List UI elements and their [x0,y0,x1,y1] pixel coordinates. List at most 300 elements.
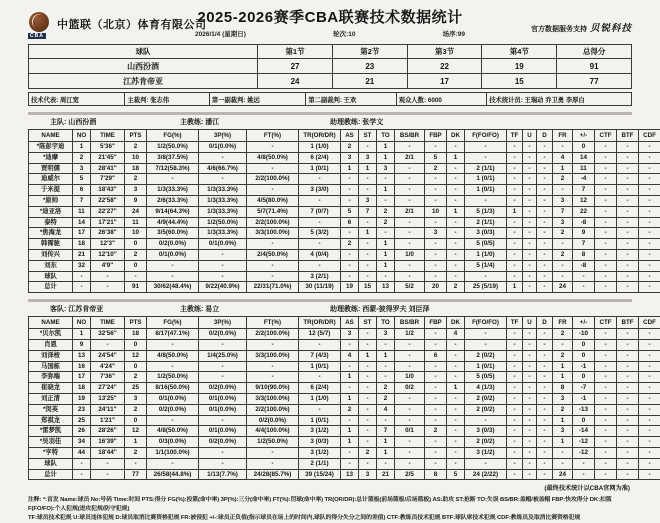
stat-cell: - [595,372,617,383]
player-name: *雷梦凯 [29,426,73,437]
stat-cell: 1 (1/0) [299,393,341,404]
stat-cell: - [595,350,617,361]
stat-cell: - [595,383,617,394]
stat-cell: - [523,458,537,469]
stat-cell: - [617,393,639,404]
player-name: 韩霈驰 [29,239,73,250]
stat-cell: 3 [341,152,359,163]
team-row [29,271,660,282]
stat-cell: - [507,458,523,469]
stat-column-header: CTF [595,317,617,329]
stat-cell: 22'58" [91,195,125,206]
stat-cell: 1/2(50.0%) [247,437,299,448]
player-row [29,437,660,448]
team-section-header [28,115,632,129]
stat-cell: - [617,185,639,196]
stat-cell: - [523,217,537,228]
stat-cell: - [425,404,447,415]
stat-cell: - [199,458,247,469]
stat-cell: 2 [125,142,147,153]
stat-cell: 1 (1/0) [465,249,507,260]
stat-cell: 2/5 [395,469,425,480]
stat-cell: 2 [553,174,573,185]
stat-cell: - [447,260,465,271]
stat-cell: - [639,185,660,196]
stat-cell: 1 [553,163,573,174]
stat-cell: 1 [377,350,395,361]
stat-cell: - [147,174,199,185]
totals-row [29,282,660,293]
stat-cell: - [199,415,247,426]
stat-cell: - [523,361,537,372]
stat-cell: - [507,174,523,185]
stat-cell: 1/0 [395,249,425,260]
stat-cell: - [341,228,359,239]
stat-column-header: TR(OR/DR) [299,317,341,329]
quarter-score: 24 [258,74,333,89]
stat-cell: 11 [125,217,147,228]
stat-cell: - [595,361,617,372]
stat-cell: - [425,185,447,196]
stat-cell: 12'10" [91,249,125,260]
stat-cell: 10 [125,152,147,163]
stat-cell: 10 [425,206,447,217]
stat-cell: - [617,152,639,163]
stat-cell: - [537,393,553,404]
stat-cell: 7 [573,239,595,250]
stat-cell: 1 [359,228,377,239]
stat-column-header: FT(%) [247,317,299,329]
team-label: 客队: 江苏肯帝亚 [50,304,180,314]
player-name: 刘泽桉 [29,350,73,361]
basketball-icon [29,12,49,32]
player-name: *原帅 [29,195,73,206]
game-sequence: 场序:99 [443,29,465,38]
stat-cell: - [639,249,660,260]
stat-cell: 7'29" [91,174,125,185]
stat-cell: - [91,339,125,350]
stat-cell: - [447,271,465,282]
stat-cell: - [523,152,537,163]
stat-cell: - [341,271,359,282]
stat-cell: 3 (0/3) [299,437,341,448]
stat-cell: - [395,361,425,372]
stat-cell: - [341,383,359,394]
stat-cell: 32'56" [91,329,125,340]
player-name: *陈彭宇迪 [29,142,73,153]
stat-cell: - [359,415,377,426]
stat-cell: 25 [73,415,91,426]
stat-cell: - [341,361,359,372]
official-item: 技术代表: 周江宽 [29,93,125,106]
stat-cell: - [523,249,537,260]
stat-cell: 25 (5/19) [465,282,507,293]
stat-cell: 5 (0/5) [465,239,507,250]
stat-cell: - [465,458,507,469]
stat-cell: 2/2(100.0%) [247,174,299,185]
stat-cell: - [617,271,639,282]
stat-cell: - [523,404,537,415]
stat-column-header: D [537,317,553,329]
stat-cell: 0/2 [395,383,425,394]
stat-cell: - [537,271,553,282]
stat-cell: - [447,174,465,185]
stat-cell: - [341,174,359,185]
stat-cell: - [359,383,377,394]
stat-column-header: NAME [29,317,73,329]
stat-cell: - [199,447,247,458]
stat-cell: - [537,185,553,196]
stat-cell: - [359,260,377,271]
stat-cell: 1 [341,426,359,437]
stat-cell: 1 (1/0) [299,142,341,153]
stat-cell: 0/2(0.0%) [199,329,247,340]
stat-cell: - [395,404,425,415]
stat-cell: 0/2(0.0%) [147,239,199,250]
stat-cell: - [537,383,553,394]
stat-cell: - [199,339,247,350]
stat-cell: - [537,217,553,228]
stat-cell: - [359,142,377,153]
stat-cell: 1/3(33.3%) [147,185,199,196]
stat-cell: - [553,458,573,469]
stat-cell: 8/16(50.0%) [147,383,199,394]
stat-cell: - [425,239,447,250]
official-item: 技术统计员: 王瑞动 乔卫勇 李厚白 [487,93,632,106]
player-row [29,426,660,437]
stat-cell: - [199,174,247,185]
stat-column-header: F(FO/FO) [465,130,507,142]
stat-cell: 6 (2/4) [299,152,341,163]
stat-column-header: FG(%) [147,130,199,142]
stat-cell: - [465,152,507,163]
stat-cell: 44 [73,447,91,458]
stat-cell: -8 [573,217,595,228]
support-label: 官方数据服务支持 [531,24,587,34]
stat-cell: - [359,249,377,260]
stat-cell: - [617,228,639,239]
stat-cell: - [395,447,425,458]
stat-cell: - [395,195,425,206]
stat-cell: 7 [377,426,395,437]
stat-cell: 2 [125,249,147,260]
stat-cell: - [125,271,147,282]
stat-cell: - [377,415,395,426]
quarter-score: 23 [332,59,407,74]
stat-cell: - [465,339,507,350]
stat-cell: 2 [125,447,147,458]
stat-cell: 2 [341,404,359,415]
stat-cell: - [507,163,523,174]
stat-cell: 11 [573,163,595,174]
stat-cell: 2 [553,228,573,239]
totals-row [29,469,660,480]
player-name: 崔晓龙 [29,383,73,394]
score-column-header: 球队 [29,45,258,59]
stat-cell: 1/0 [395,372,425,383]
stat-cell: - [553,339,573,350]
stat-cell: - [639,469,660,480]
player-row [29,404,660,415]
stat-cell: 2 [425,163,447,174]
stat-cell: - [617,282,639,293]
stat-cell: - [91,282,125,293]
stat-cell: - [247,372,299,383]
stat-cell: 5 [447,469,465,480]
stat-cell: 20 [425,282,447,293]
player-name: 总计 [29,282,73,293]
stat-column-header: FT(%) [247,130,299,142]
stat-column-header: U [523,130,537,142]
stat-cell: - [447,195,465,206]
stat-cell: - [425,260,447,271]
stat-cell: 9/10(90.0%) [247,383,299,394]
stat-cell: 77 [125,469,147,480]
stat-cell: - [395,174,425,185]
stat-cell: 5 [341,206,359,217]
stat-cell: - [523,447,537,458]
stat-cell: - [537,228,553,239]
stat-cell: - [447,142,465,153]
player-row [29,372,660,383]
stat-cell: - [341,260,359,271]
stat-cell: - [617,174,639,185]
stat-cell: - [199,152,247,163]
stat-cell: 1 [447,383,465,394]
player-row [29,217,660,228]
stat-cell: - [617,339,639,350]
stat-cell: - [425,329,447,340]
stat-cell: - [639,361,660,372]
stat-cell: - [425,372,447,383]
stat-cell: - [507,469,523,480]
stat-cell: 0 [573,415,595,426]
stat-cell: - [595,282,617,293]
stat-cell: 9 [573,228,595,239]
stat-cell: 3 (1/2) [299,447,341,458]
stat-cell: - [523,163,537,174]
stat-cell: 1 [341,163,359,174]
stat-cell: 24 [553,282,573,293]
stat-cell: - [595,206,617,217]
official-item: 观众人数: 6000 [396,93,486,106]
stat-cell: 1/2(50.0%) [147,372,199,383]
stat-cell: 18 [125,329,147,340]
player-name: *闵英 [29,404,73,415]
stat-cell: 1/3(33.3%) [199,185,247,196]
stat-cell: 5 (1/3) [465,206,507,217]
player-row [29,152,660,163]
stat-cell: - [395,458,425,469]
stat-cell: - [595,174,617,185]
stat-cell: 3 [359,195,377,206]
stat-cell: - [507,185,523,196]
score-column-header: 第4节 [482,45,557,59]
stat-cell: 2/1 [395,152,425,163]
player-name: 于米提 [29,185,73,196]
stat-cell: 4 [553,152,573,163]
stat-cell: - [537,195,553,206]
stat-cell: 0 [573,142,595,153]
stat-cell: 24 (2/22) [465,469,507,480]
stat-cell: - [523,339,537,350]
stat-cell: - [595,469,617,480]
stat-cell: 2 [377,393,395,404]
stat-cell: 3/5(60.0%) [147,228,199,239]
stat-column-header: BTF [617,130,639,142]
player-row [29,383,660,394]
stat-cell: 4'9" [91,260,125,271]
stat-cell: - [537,447,553,458]
stat-cell: - [507,415,523,426]
player-row [29,350,660,361]
score-row [29,74,632,89]
stat-cell: - [507,393,523,404]
stat-cell: - [595,260,617,271]
stat-cell: 0 [125,339,147,350]
stat-cell: - [447,437,465,448]
stat-cell: 3 (1/2) [299,426,341,437]
stat-column-header: FBP [425,317,447,329]
player-row [29,163,660,174]
stat-cell: - [247,271,299,282]
stat-cell: 3 [73,163,91,174]
stat-cell: - [247,458,299,469]
stat-cell: - [537,469,553,480]
stat-cell: 26 [73,426,91,437]
stat-cell: - [247,239,299,250]
stat-cell: - [447,339,465,350]
stat-cell: - [639,174,660,185]
stat-cell: 0/2(0.0%) [199,437,247,448]
stat-cell: - [377,174,395,185]
stat-column-header: ST [359,130,377,142]
stat-cell: 1 [553,361,573,372]
stat-cell: 1/2 [395,329,425,340]
stat-cell: - [617,458,639,469]
stat-cell: 17 [73,228,91,239]
stat-cell: 2 [125,372,147,383]
stat-cell: 4/9(44.4%) [147,217,199,228]
stat-cell: - [537,163,553,174]
official-item: 第一副裁判: 姚远 [209,93,305,106]
player-row [29,339,660,350]
stat-cell: 22 [573,206,595,217]
stat-cell: - [359,404,377,415]
stat-cell: - [73,271,91,282]
stat-cell: - [199,260,247,271]
stat-cell: - [395,163,425,174]
stat-cell: 1 [359,163,377,174]
stat-cell: - [465,195,507,206]
stat-cell: - [523,426,537,437]
stat-cell: - [537,329,553,340]
stat-cell: 1 [507,282,523,293]
stat-cell: - [553,260,573,271]
stat-cell: - [537,404,553,415]
stat-cell: - [447,447,465,458]
stat-cell: - [359,174,377,185]
stat-cell: - [91,469,125,480]
stat-cell: 1 (0/1) [299,361,341,372]
stat-cell: 2 [377,383,395,394]
stat-cell: - [425,415,447,426]
stat-cell: 3 [125,185,147,196]
stat-cell: - [247,339,299,350]
stat-cell: 18 [73,383,91,394]
stat-cell: - [617,195,639,206]
stat-cell: - [425,174,447,185]
stat-cell: - [553,239,573,250]
stat-cell: - [507,437,523,448]
team-section-header [28,302,632,316]
stat-column-header: BS/BR [395,130,425,142]
stat-cell: 17'21" [91,217,125,228]
stat-cell: - [199,372,247,383]
stat-cell: - [247,185,299,196]
score-row [29,59,632,74]
footnote-line: TF:球员技术犯规 U:球员违体犯规 D:球员取消比赛资格犯规 FR:被侵犯 +/-:球员正负值(指示球员在场上的时间内,球队的得分失分之间的差值) CTF:教练员技术犯规 BTF:球队席技术犯规 CDF:教练员及取消比赛资格犯规 [28,514,632,523]
stat-cell: - [341,195,359,206]
stat-cell: 13 [341,469,359,480]
stat-cell: - [447,361,465,372]
stat-cell: 3 [553,393,573,404]
stat-cell: 4/5(80.0%) [247,195,299,206]
stat-cell: 2/2(100.0%) [247,404,299,415]
score-column-header: 第1节 [258,45,333,59]
stat-cell: 26'38" [91,228,125,239]
stat-cell: - [617,350,639,361]
stat-cell: 7'36" [91,372,125,383]
stat-cell: - [507,228,523,239]
stat-cell: 3 (2/1) [299,271,341,282]
stat-cell: 34 [73,437,91,448]
stat-cell: - [377,339,395,350]
stat-cell: - [299,217,341,228]
stat-cell: 22/31(71.0%) [247,282,299,293]
stat-column-header: AS [341,317,359,329]
score-header-row [29,45,632,59]
stat-cell: - [425,361,447,372]
stat-cell: - [395,393,425,404]
stat-cell: - [447,163,465,174]
stat-cell: - [73,282,91,293]
stat-cell: 39 (15/24) [299,469,341,480]
player-name: 迪威尔 [29,174,73,185]
stat-cell: - [523,383,537,394]
stat-cell: 24 [553,469,573,480]
stat-cell: 12 [125,350,147,361]
stat-cell: - [523,228,537,239]
stat-cell: 1/4(25.0%) [199,350,247,361]
stat-cell: - [617,329,639,340]
score-column-header: 第3节 [407,45,482,59]
stat-column-header: 3P(%) [199,317,247,329]
cba-logo-icon [28,12,52,36]
stat-cell: 9 [125,195,147,206]
player-name: 总计 [29,469,73,480]
stat-cell: - [425,447,447,458]
stat-cell: 1 [125,437,147,448]
stat-cell: 3 (3/0) [299,185,341,196]
stat-cell: 3 [553,426,573,437]
player-name: 刘东 [29,260,73,271]
stat-cell: 13 [377,282,395,293]
footnotes [28,496,632,523]
quarter-score: 91 [557,59,632,74]
stat-cell: 1 [73,329,91,340]
stat-cell: - [595,437,617,448]
